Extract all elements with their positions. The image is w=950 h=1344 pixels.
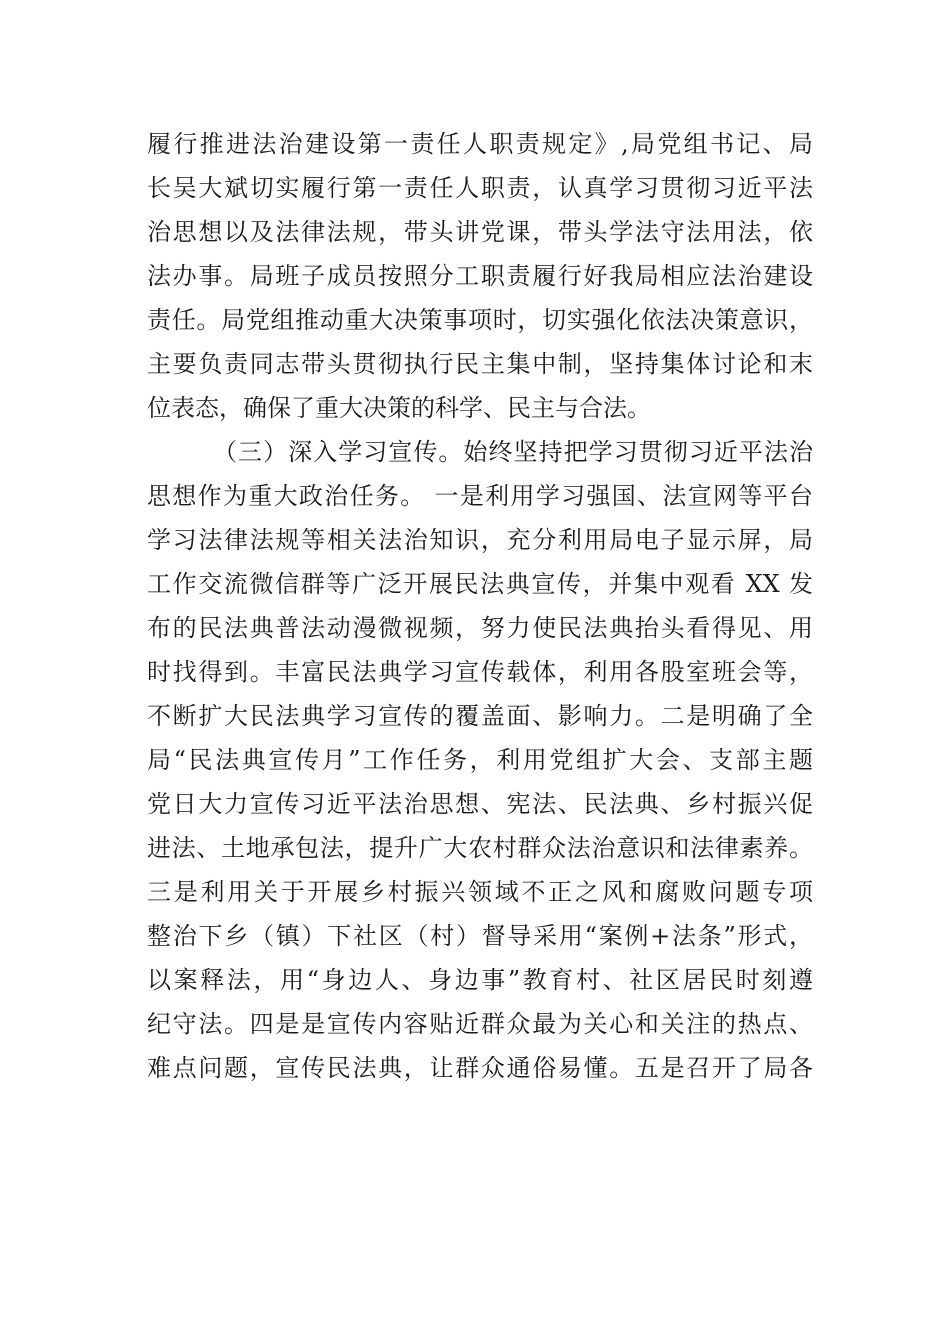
paragraph-2-line-3: 学习法律法规等相关法治知识，充分利用局电子显示屏，局 bbox=[147, 526, 813, 554]
paragraph-1-line-6: 主要负责同志带头贯彻执行民主集中制，坚持集体讨论和末 bbox=[147, 350, 813, 378]
paragraph-2-line-9: 党日大力宣传习近平法治思想、宪法、民法典、乡村振兴促 bbox=[147, 790, 813, 818]
paragraph-2-line-6: 时找得到。丰富民法典学习宣传载体，利用各股室班会等， bbox=[147, 658, 813, 686]
paragraph-2-line-13: 以案释法，用“身边人、身边事”教育村、社区居民时刻遵 bbox=[147, 966, 813, 994]
paragraph-2-line-5: 布的民法典普法动漫微视频，努力使民法典抬头看得见、用 bbox=[147, 614, 813, 642]
paragraph-2-line-11: 三是利用关于开展乡村振兴领域不正之风和腐败问题专项 bbox=[147, 878, 813, 906]
paragraph-2-line-12: 整治下乡（镇）下社区（村）督导采用“案例+法条”形式， bbox=[147, 922, 813, 950]
paragraph-2-line-10: 进法、土地承包法，提升广大农村群众法治意识和法律素养。 bbox=[147, 834, 813, 862]
paragraph-1-line-7: 位表态，确保了重大决策的科学、民主与合法。 bbox=[147, 394, 651, 422]
paragraph-1-line-2: 长吴大斌切实履行第一责任人职责，认真学习贯彻习近平法 bbox=[147, 174, 813, 202]
paragraph-2-line-2: 思想作为重大政治任务。 一是利用学习强国、法宣网等平台 bbox=[147, 482, 813, 510]
paragraph-2-line-8: 局“民法典宣传月”工作任务，利用党组扩大会、支部主题 bbox=[147, 746, 813, 774]
paragraph-2-line-7: 不断扩大民法典学习宣传的覆盖面、影响力。二是明确了全 bbox=[147, 702, 813, 730]
paragraph-2-line-14: 纪守法。四是是宣传内容贴近群众最为关心和关注的热点、 bbox=[147, 1010, 813, 1038]
paragraph-1-line-4: 法办事。局班子成员按照分工职责履行好我局相应法治建设 bbox=[147, 262, 813, 290]
paragraph-1-line-3: 治思想以及法律法规，带头讲党课，带头学法守法用法，依 bbox=[147, 218, 813, 246]
paragraph-2-line-4: 工作交流微信群等广泛开展民法典宣传，并集中观看 XX 发 bbox=[147, 570, 813, 598]
paragraph-2-line-1: （三）深入学习宣传。始终坚持把学习贯彻习近平法治 bbox=[213, 438, 813, 466]
paragraph-2-line-15: 难点问题，宣传民法典，让群众通俗易懂。五是召开了局各 bbox=[147, 1054, 813, 1082]
paragraph-1-line-1: 履行推进法治建设第一责任人职责规定》,局党组书记、局 bbox=[147, 130, 813, 158]
paragraph-1-line-5: 责任。局党组推动重大决策事项时，切实强化依法决策意识， bbox=[147, 306, 813, 334]
